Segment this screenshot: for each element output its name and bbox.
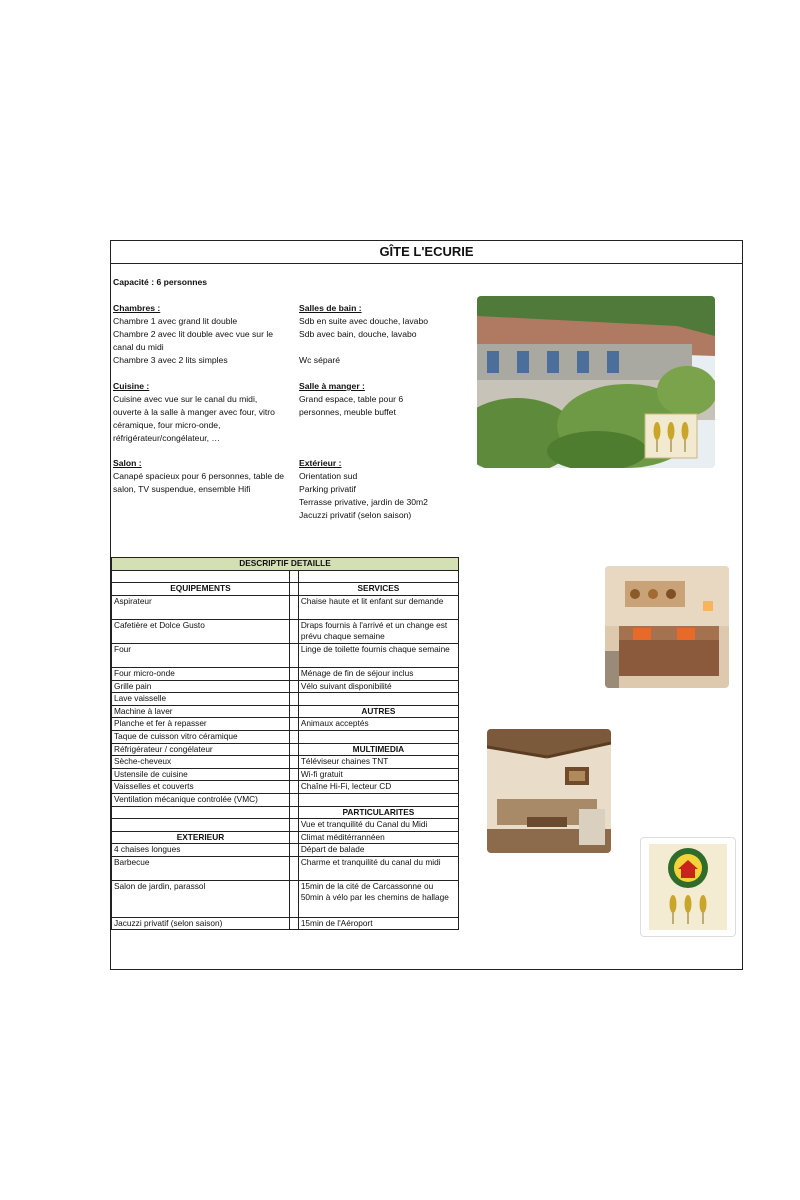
table-cell: Vélo suivant disponibilité xyxy=(298,680,458,693)
salle-manger-text: Grand espace, table pour 6 personnes, meuble buffet xyxy=(299,393,404,417)
section-exterieur xyxy=(299,457,469,522)
table-cell: Vue et tranquilité du Canal du Midi xyxy=(298,819,458,832)
table-cell: Aspirateur xyxy=(112,595,290,619)
salon-heading: Salon : xyxy=(113,458,142,468)
section-chambres xyxy=(113,302,291,367)
table-cell: Ustensile de cuisine xyxy=(112,768,290,781)
capacity: Capacité : 6 personnes xyxy=(113,277,208,287)
cuisine-text: Cuisine avec vue sur le canal du midi, ouverte à la salle à manger avec four, vitro céramique, four micro-onde, réfrigérateur/congélateur, … xyxy=(113,393,275,443)
table-cell: 15min de l'Aéroport xyxy=(298,917,458,930)
salon-text: Canapé spacieux pour 6 personnes, table de salon, TV suspendue, ensemble Hifi xyxy=(113,470,285,494)
chambres-line: Chambre 3 avec 2 lits simples xyxy=(113,354,228,365)
table-cell: Grille pain xyxy=(112,680,290,693)
living-room-photo xyxy=(487,729,611,853)
table-cell: Cafetière et Dolce Gusto xyxy=(112,619,290,643)
table-cell: Lave vaisselle xyxy=(112,693,290,706)
services-heading: SERVICES xyxy=(298,583,458,596)
section-salles-bain xyxy=(299,302,459,367)
table-cell: 15min de la cité de Carcassonne ou 50min à vélo par les chemins de hallage xyxy=(298,880,458,917)
house-exterior-photo xyxy=(477,296,715,468)
table-cell: Chaîne Hi-Fi, lecteur CD xyxy=(298,781,458,794)
chambres-heading: Chambres : xyxy=(113,303,161,313)
table-cell: Machine à laver xyxy=(112,705,290,718)
exterieur-line: Jacuzzi privatif (selon saison) xyxy=(299,509,412,520)
salles-bain-line: Sdb en suite avec douche, lavabo xyxy=(299,315,428,326)
autres-heading: AUTRES xyxy=(298,705,458,718)
multimedia-heading: MULTIMEDIA xyxy=(298,743,458,756)
exterieur-line: Terrasse privative, jardin de 30m2 xyxy=(299,496,428,507)
table-cell: Jacuzzi privatif (selon saison) xyxy=(112,917,290,930)
table-cell: Barbecue xyxy=(112,856,290,880)
table-cell: Charme et tranquilité du canal du midi xyxy=(298,856,458,880)
particularites-heading: PARTICULARITES xyxy=(298,806,458,819)
exterieur-line: Parking privatif xyxy=(299,483,356,494)
table-cell: Réfrigérateur / congélateur xyxy=(112,743,290,756)
table-cell: Salon de jardin, parassol xyxy=(112,880,290,917)
table-cell: 4 chaises longues xyxy=(112,844,290,857)
table-cell: Taque de cuisson vitro céramique xyxy=(112,730,290,743)
table-cell: Climat méditérrannéen xyxy=(298,831,458,844)
salle-manger-heading: Salle à manger : xyxy=(299,381,365,391)
gites-de-france-logo xyxy=(640,837,736,937)
table-cell: Planche et fer à repasser xyxy=(112,718,290,731)
table-cell: Draps fournis à l'arrivé et un change est prévu chaque semaine xyxy=(298,619,458,643)
detail-table xyxy=(111,557,459,930)
bedroom-photo xyxy=(605,566,729,688)
table-cell: Four micro-onde xyxy=(112,667,290,680)
table-cell: Départ de balade xyxy=(298,844,458,857)
equipements-heading: EQUIPEMENTS xyxy=(112,583,290,596)
section-salon xyxy=(113,457,291,496)
table-cell: Sèche-cheveux xyxy=(112,756,290,769)
table-cell: Téléviseur chaines TNT xyxy=(298,756,458,769)
cuisine-heading: Cuisine : xyxy=(113,381,150,391)
section-cuisine xyxy=(113,380,283,445)
table-cell: Vaisselles et couverts xyxy=(112,781,290,794)
exterieur-line: Orientation sud xyxy=(299,470,358,481)
salles-bain-heading: Salles de bain : xyxy=(299,303,362,313)
exterieur-table-heading: EXTERIEUR xyxy=(112,831,290,844)
info-sheet xyxy=(110,240,743,970)
table-cell: Four xyxy=(112,643,290,667)
section-salle-manger xyxy=(299,380,429,419)
page-title: GÎTE L'ECURIE xyxy=(111,241,742,264)
table-cell: Chaise haute et lit enfant sur demande xyxy=(298,595,458,619)
chambres-line: Chambre 2 avec lit double avec vue sur le canal du midi xyxy=(113,328,274,352)
table-cell: Wi-fi gratuit xyxy=(298,768,458,781)
table-cell: Ventilation mécanique controlée (VMC) xyxy=(112,793,290,806)
table-cell: Linge de toilette fournis chaque semaine xyxy=(298,643,458,667)
salles-bain-line: Wc séparé xyxy=(299,354,341,365)
table-header: DESCRIPTIF DETAILLE xyxy=(112,558,459,571)
salles-bain-line: Sdb avec bain, douche, lavabo xyxy=(299,328,417,339)
table-cell: Animaux acceptés xyxy=(298,718,458,731)
table-cell: Ménage de fin de séjour inclus xyxy=(298,667,458,680)
exterieur-heading: Extérieur : xyxy=(299,458,342,468)
chambres-line: Chambre 1 avec grand lit double xyxy=(113,315,238,326)
